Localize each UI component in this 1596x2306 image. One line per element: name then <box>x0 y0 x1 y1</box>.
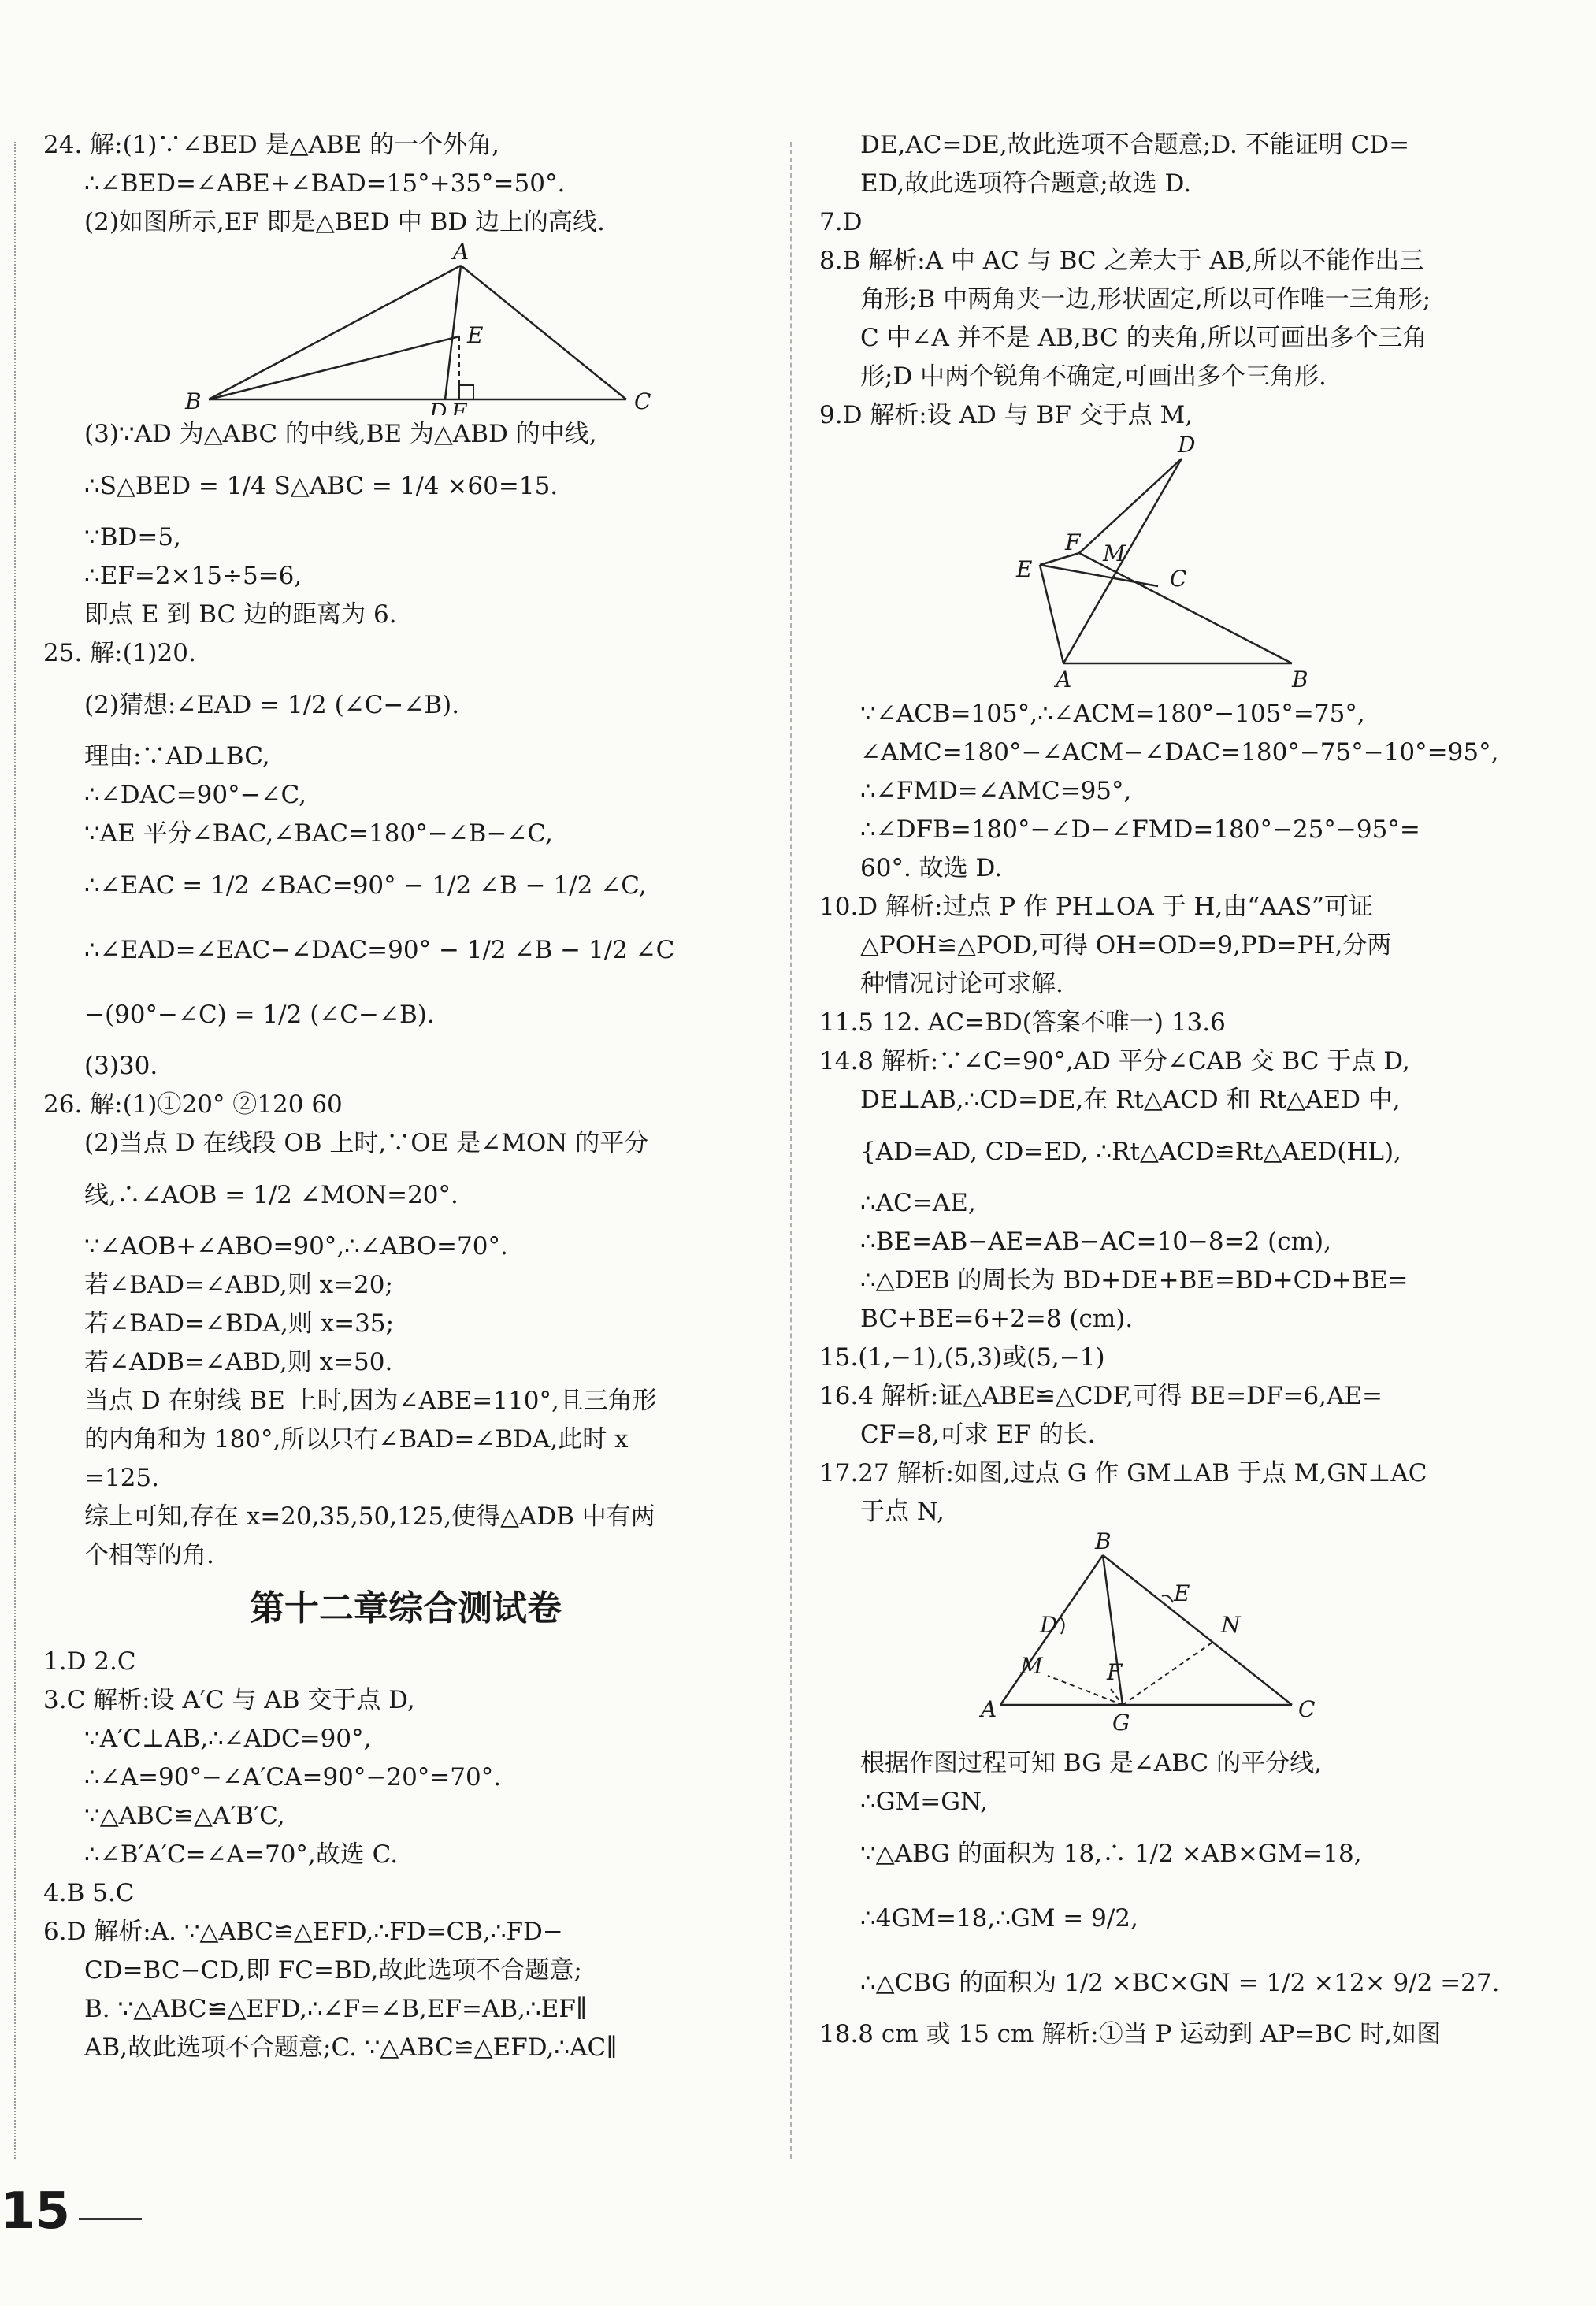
text-line: 理由:∵AD⊥BC, <box>84 742 270 771</box>
label-b: B <box>185 388 202 414</box>
label-f: F <box>1107 1659 1123 1685</box>
text-line: 线,∴∠AOB = 1/2 ∠MON=20°. <box>84 1181 458 1209</box>
text-line: (3)∵AD 为△ABC 的中线,BE 为△ABD 的中线, <box>84 420 597 448</box>
text-line: 若∠BAD=∠ABD,则 x=20; <box>84 1271 393 1299</box>
text-line: 9.D 解析:设 AD 与 BF 交于点 M, <box>819 401 1193 429</box>
label-d: D <box>1178 435 1196 458</box>
text-line: CF=8,可求 EF 的长. <box>860 1420 1096 1449</box>
text-line: 24. 解:(1)∵∠BED 是△ABE 的一个外角, <box>43 131 499 159</box>
text-line: 6.D 解析:A. ∵△ABC≌△EFD,∴FD=CB,∴FD− <box>43 1918 563 1946</box>
text-line: B. ∵△ABC≌△EFD,∴∠F=∠B,EF=AB,∴EF∥ <box>84 1995 588 2023</box>
text-line: ∴∠EAD=∠EAC−∠DAC=90° − 1/2 ∠B − 1/2 ∠C <box>84 936 675 964</box>
label-a: A <box>453 242 470 265</box>
text-line: ∴△DEB 的周长为 BD+DE+BE=BD+CD+BE= <box>860 1266 1409 1294</box>
segment-be <box>209 336 459 399</box>
label-d: D <box>429 399 447 415</box>
quadrilateral-diagram <box>819 435 1560 695</box>
figure-triangle-abc-altitude <box>43 242 768 415</box>
text-line: =125. <box>84 1464 159 1492</box>
text-line: 15.(1,−1),(5,3)或(5,−1) <box>819 1343 1105 1372</box>
page-number-rule <box>79 2218 142 2220</box>
text-line: 的内角和为 180°,所以只有∠BAD=∠BDA,此时 x <box>84 1425 629 1454</box>
left-column <box>43 126 768 2067</box>
text-line: 角形;B 中两角夹一边,形状固定,所以可作唯一三角形; <box>860 285 1431 314</box>
column-divider <box>790 142 792 2159</box>
right-angle-mark <box>459 385 473 399</box>
text-line: 形;D 中两个锐角不确定,可画出多个三角形. <box>860 362 1327 391</box>
text-line: DE,AC=DE,故此选项不合题意;D. 不能证明 CD= <box>860 131 1410 159</box>
label-b: B <box>1095 1532 1112 1554</box>
text-line: ∴△CBG 的面积为 1/2 ×BC×GN = 1/2 ×12× 9/2 =27. <box>860 1969 1500 1997</box>
text-line: ∴4GM=18,∴GM = 9/2, <box>860 1904 1138 1933</box>
segment-ec <box>1040 565 1158 586</box>
text-line: 18.8 cm 或 15 cm 解析:①当 P 运动到 AP=BC 时,如图 <box>819 2020 1442 2048</box>
label-a: A <box>981 1696 997 1722</box>
text-line: {AD=AD, CD=ED, ∴Rt△ACD≌Rt△AED(HL), <box>860 1138 1401 1166</box>
text-line: ∵BD=5, <box>84 523 181 551</box>
text-line: AB,故此选项不合题意;C. ∵△ABC≌△EFD,∴AC∥ <box>84 2033 618 2062</box>
text-line: −(90°−∠C) = 1/2 (∠C−∠B). <box>84 1001 435 1029</box>
label-b: B <box>1292 667 1308 693</box>
text-line: 于点 N, <box>860 1498 945 1526</box>
text-line: ∴∠EAC = 1/2 ∠BAC=90° − 1/2 ∠B − 1/2 ∠C, <box>84 871 647 900</box>
chapter-title: 第十二章综合测试卷 <box>250 1588 562 1628</box>
text-line: ∴∠BED=∠ABE+∠BAD=15°+35°=50°. <box>84 169 566 198</box>
text-line: ∵△ABC≌△A′B′C, <box>84 1802 285 1830</box>
text-line: ∴GM=GN, <box>860 1788 988 1816</box>
label-d: D <box>1040 1612 1058 1638</box>
text-line: 1.D 2.C <box>43 1647 136 1676</box>
text-line: ∵A′C⊥AB,∴∠ADC=90°, <box>84 1725 372 1753</box>
label-m: M <box>1103 540 1126 566</box>
text-line: ∴∠A=90°−∠A′CA=90°−20°=70°. <box>84 1763 502 1792</box>
text-line: 若∠BAD=∠BDA,则 x=35; <box>84 1309 395 1338</box>
text-line: 若∠ADB=∠ABD,则 x=50. <box>84 1348 393 1376</box>
label-e: E <box>467 322 484 348</box>
figure-triangle-bac-bisector <box>819 1532 1560 1744</box>
text-line: DE⊥AB,∴CD=DE,在 Rt△ACD 和 Rt△AED 中, <box>860 1086 1401 1114</box>
label-c: C <box>1298 1696 1316 1722</box>
label-g: G <box>1112 1710 1130 1736</box>
label-e: E <box>1174 1580 1190 1606</box>
text-line: ∴∠B′A′C=∠A=70°,故选 C. <box>84 1840 399 1869</box>
label-c: C <box>1170 566 1187 592</box>
text-line: (2)猜想:∠EAD = 1/2 (∠C−∠B). <box>84 691 460 719</box>
text-line: 8.B 解析:A 中 AC 与 BC 之差大于 AB,所以不能作出三 <box>819 247 1424 275</box>
text-line: 16.4 解析:证△ABE≌△CDF,可得 BE=DF=6,AE= <box>819 1382 1383 1410</box>
text-line: ∴EF=2×15÷5=6, <box>84 562 302 590</box>
text-line: ∴∠FMD=∠AMC=95°, <box>860 777 1132 805</box>
text-line: 个相等的角. <box>84 1541 214 1569</box>
label-f: F <box>451 399 467 415</box>
text-line: BC+BE=6+2=8 (cm). <box>860 1305 1134 1333</box>
segment-ae <box>1040 565 1063 663</box>
segment-ac <box>461 266 626 399</box>
left-margin-dotted-line <box>14 142 16 2159</box>
text-line: ∵AE 平分∠BAC,∠BAC=180°−∠B−∠C, <box>84 819 553 848</box>
segment-ad <box>445 266 461 399</box>
text-line: △POH≌△POD,可得 OH=OD=9,PD=PH,分两 <box>860 931 1392 960</box>
label-m: M <box>1020 1653 1043 1679</box>
page-number: 15 <box>0 2182 71 2241</box>
text-line: (2)当点 D 在线段 OB 上时,∵OE 是∠MON 的平分 <box>84 1129 649 1157</box>
text-line: 种情况讨论可求解. <box>860 970 1063 998</box>
text-line: 3.C 解析:设 A′C 与 AB 交于点 D, <box>43 1686 415 1714</box>
text-line: ∴∠DFB=180°−∠D−∠FMD=180°−25°−95°= <box>860 815 1420 844</box>
text-line: 60°. 故选 D. <box>860 854 1003 882</box>
segment-bc <box>1103 1555 1292 1705</box>
text-line: ∵∠ACB=105°,∴∠ACM=180°−105°=75°, <box>860 700 1365 728</box>
text-line: 17.27 解析:如图,过点 G 作 GM⊥AB 于点 M,GN⊥AC <box>819 1459 1427 1487</box>
text-line: ∴∠DAC=90°−∠C, <box>84 781 306 809</box>
text-line: ∠AMC=180°−∠ACM−∠DAC=180°−75°−10°=95°, <box>860 738 1499 767</box>
triangle-abc-diagram <box>43 242 768 415</box>
text-line: 10.D 解析:过点 P 作 PH⊥OA 于 H,由“AAS”可证 <box>819 893 1374 921</box>
text-line: 根据作图过程可知 BG 是∠ABC 的平分线, <box>860 1749 1322 1777</box>
text-line: ∴BE=AB−AE=AB−AC=10−8=2 (cm), <box>860 1227 1331 1256</box>
text-line: ∵∠AOB+∠ABO=90°,∴∠ABO=70°. <box>84 1232 508 1261</box>
label-f: F <box>1065 529 1081 555</box>
text-line: ∴AC=AE, <box>860 1189 976 1217</box>
text-line: ∴S△BED = 1/4 S△ABC = 1/4 ×60=15. <box>84 472 559 500</box>
segment-fd <box>1079 459 1182 553</box>
text-line: (2)如图所示,EF 即是△BED 中 BD 边上的高线. <box>84 208 605 236</box>
figure-quadrilateral-adbf <box>819 435 1560 695</box>
text-line: 26. 解:(1)①20° ②120 60 <box>43 1090 343 1119</box>
text-line: ∵△ABG 的面积为 18,∴ 1/2 ×AB×GM=18, <box>860 1840 1362 1868</box>
arc-mark-e <box>1162 1595 1173 1602</box>
label-n: N <box>1221 1612 1241 1638</box>
text-line: (3)30. <box>84 1052 158 1080</box>
segment-gn <box>1123 1642 1213 1705</box>
text-line: 当点 D 在射线 BE 上时,因为∠ABE=110°,且三角形 <box>84 1387 657 1415</box>
segment-ba <box>209 266 461 399</box>
text-line: 11.5 12. AC=BD(答案不唯一) 13.6 <box>819 1008 1226 1037</box>
text-line: 即点 E 到 BC 边的距离为 6. <box>84 600 397 629</box>
text-line: ED,故此选项符合题意;故选 D. <box>860 169 1192 198</box>
label-a: A <box>1056 667 1072 693</box>
text-line: CD=BC−CD,即 FC=BD,故此选项不合题意; <box>84 1956 582 1985</box>
text-line: 25. 解:(1)20. <box>43 639 196 667</box>
text-line: 14.8 解析:∵∠C=90°,AD 平分∠CAB 交 BC 于点 D, <box>819 1047 1410 1075</box>
text-line: 4.B 5.C <box>43 1879 135 1907</box>
text-line: 7.D <box>819 208 863 236</box>
right-column <box>819 126 1560 2054</box>
text-line: C 中∠A 并不是 AB,BC 的夹角,所以可画出多个三角 <box>860 324 1427 352</box>
label-c: C <box>634 388 651 414</box>
triangle-bisector-diagram <box>819 1532 1560 1744</box>
text-line: 综上可知,存在 x=20,35,50,125,使得△ADB 中有两 <box>84 1502 655 1531</box>
label-e: E <box>1016 556 1033 582</box>
